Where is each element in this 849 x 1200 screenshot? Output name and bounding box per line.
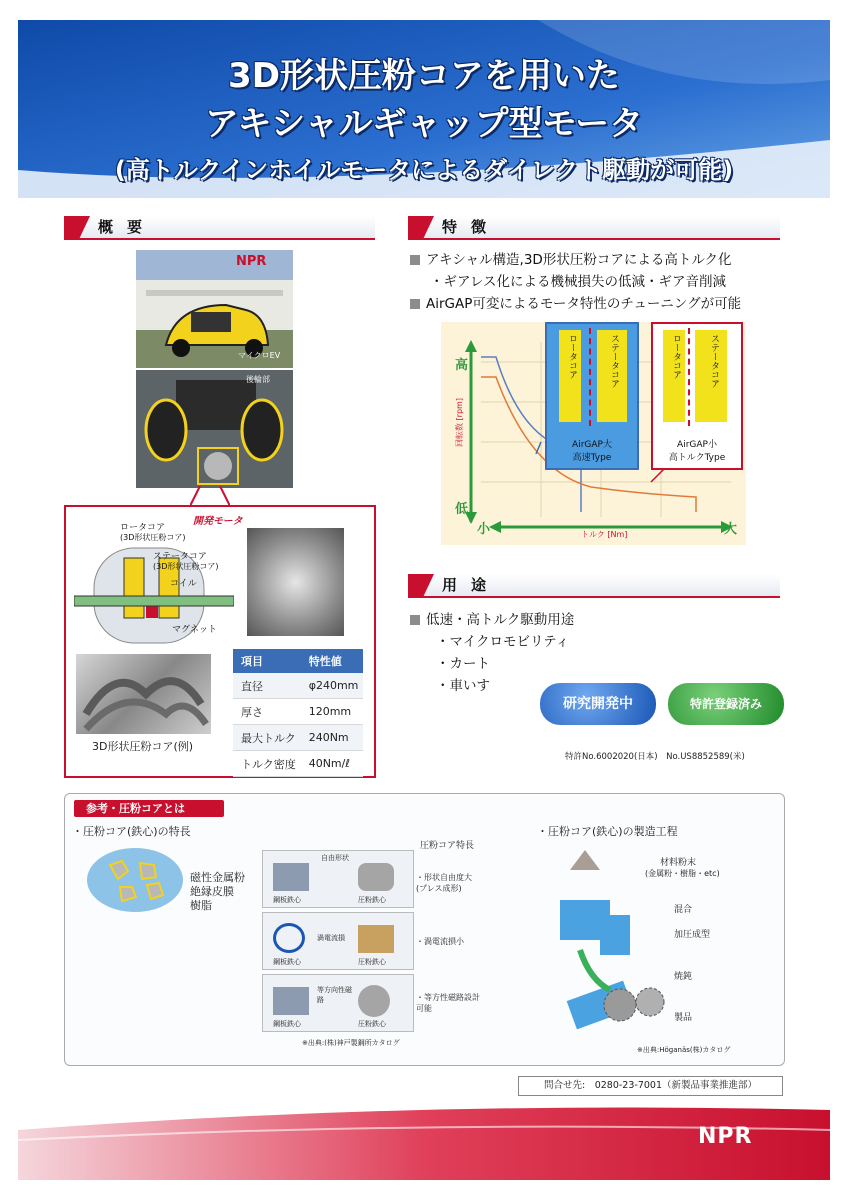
rear-wheel-label: 後輪部: [246, 375, 270, 384]
table-row: [233, 673, 363, 699]
rotor-core-label: ロータコア: [567, 334, 577, 379]
spec-cell: トルク密度: [233, 751, 301, 777]
dust-core-features-title: ・圧粉コア(鉄心)の特長: [72, 825, 191, 838]
dev-motor-label: 開発モータ: [193, 516, 243, 527]
spec-cell: 40Nm/ℓ: [301, 751, 363, 777]
page-title-line2: アキシャルギャップ型モータ: [204, 104, 644, 144]
spec-cell: φ240mm: [301, 673, 363, 699]
airgap-large-box: [545, 322, 639, 470]
feature-item: AirGAP可変によるモータ特性のチューニングが可能: [410, 293, 810, 315]
rear-wheel-illustration: [136, 370, 293, 488]
feature-note: ・渦電流損小: [416, 937, 464, 946]
airgap-small-box: [651, 322, 743, 470]
steel-core-icon: [273, 987, 309, 1015]
airgap-large-caption: AirGAP大: [572, 440, 612, 450]
feature-subitem: ・ギアレス化による機械損失の低減・ギア音削減: [430, 274, 727, 290]
callout-connector: [190, 486, 230, 508]
bullet-square-icon: [410, 615, 420, 625]
x-small-label: 小: [477, 522, 491, 537]
spec-header-item: 項目: [233, 649, 301, 673]
coil-label: コイル: [170, 579, 197, 589]
feature-column-title: 圧粉コア特長: [420, 841, 475, 851]
application-lead: 低速・高トルク駆動用途: [410, 609, 710, 631]
airgap-line: [589, 328, 593, 426]
y-axis-label: 回転数 [rpm]: [454, 398, 464, 447]
particle-labels: [190, 871, 245, 913]
patent-badge: 特許登録済み: [668, 683, 784, 725]
comparison-row-eddy: 渦電流損 鋼板鉄心 圧粉鉄心: [262, 912, 414, 970]
magnet-label: マグネット: [172, 625, 217, 635]
feature-item: アキシャル構造,3D形状圧粉コアによる高トルク化: [410, 249, 810, 271]
feature-comparison: [262, 850, 480, 1040]
overview-heading: 概要: [64, 216, 375, 240]
features-list: [410, 249, 810, 315]
spec-cell: 直径: [233, 673, 301, 699]
spec-header-value: 特性値: [301, 649, 363, 673]
comparison-row-isotropic: 等方向性磁路 鋼板鉄心 圧粉鉄心: [262, 974, 414, 1032]
stator-core-label: ステータコア: [153, 552, 207, 562]
insulation-label: 絶縁皮膜: [190, 885, 234, 898]
manufacturing-title: ・圧粉コア(鉄心)の製造工程: [537, 825, 678, 838]
heading-tab-mark: [408, 574, 434, 596]
table-row: [233, 751, 363, 777]
airgap-line: [688, 328, 692, 426]
spec-cell: 厚さ: [233, 699, 301, 725]
process-press-label: 加圧成型: [674, 930, 711, 940]
spec-cell: 120mm: [301, 699, 363, 725]
heading-tab-mark: [64, 216, 90, 238]
particle-diagram: [85, 845, 185, 915]
x-large-label: 大: [724, 522, 738, 537]
airgap-small-caption: AirGAP小: [677, 440, 717, 450]
spec-header-row: [233, 649, 363, 673]
feature-note: ・等方性磁路設計可能: [416, 993, 480, 1013]
page-title-line1: 3D形状圧粉コアを用いた: [228, 56, 620, 96]
npr-logo: NPR: [698, 1124, 753, 1149]
feature-note: ・形状自由度大(プレス成形): [416, 873, 472, 893]
spec-table: [233, 649, 363, 777]
applications-heading: 用途: [408, 574, 780, 598]
high-speed-type-caption: 高速Type: [572, 453, 612, 463]
dust-core-icon: [358, 925, 394, 953]
bullet-square-icon: [410, 299, 420, 309]
process-mix-label: 混合: [674, 905, 693, 915]
building-sign: NPR: [236, 254, 267, 269]
microev-label: マイクロEV: [238, 351, 281, 360]
heading-tab-mark: [408, 216, 434, 238]
stator-core-label: ステータコア: [609, 334, 619, 388]
process-powder-sublabel: (金属粉・樹脂・etc): [645, 869, 720, 878]
table-row: [233, 699, 363, 725]
process-sinter-label: 焼鈍: [674, 972, 693, 982]
rotor-core-label: ロータコア: [671, 334, 681, 379]
process-product-label: 製品: [674, 1013, 693, 1023]
left-source-note: ※出典:(株)神戸製鋼所カタログ: [302, 1039, 400, 1047]
resin-label: 樹脂: [190, 899, 212, 912]
motor-photo: [247, 528, 344, 636]
page-subtitle: (高トルクインホイルモータによるダイレクト駆動が可能): [114, 156, 734, 184]
right-source-note: ※出典:Höganäs(株)カタログ: [637, 1046, 731, 1054]
bullet-square-icon: [410, 255, 420, 265]
y-high-label: 高: [455, 358, 469, 373]
core-shapes: [76, 654, 211, 734]
steel-core-icon: [273, 863, 309, 891]
dust-core-icon: [358, 985, 390, 1017]
table-row: [233, 725, 363, 751]
eddy-current-icon: [273, 923, 305, 953]
research-badge: 研究開発中: [540, 683, 656, 725]
stator-core-sublabel: (3D形状圧粉コア): [153, 562, 219, 571]
patent-note: 特許No.6002020(日本) No.US8852589(米): [565, 752, 745, 762]
rotor-core-sublabel: (3D形状圧粉コア): [120, 533, 186, 542]
core-example-photo: [76, 654, 211, 734]
application-item: ・マイクロモビリティ: [436, 634, 570, 650]
microev-photo: [136, 250, 293, 368]
high-torque-type-caption: 高トルクType: [668, 453, 726, 463]
rotor-core-label: ロータコア: [120, 523, 166, 533]
process-powder-label: 材料粉末: [660, 858, 697, 868]
core-caption: 3D形状圧粉コア(例): [92, 740, 194, 753]
header-banner: [18, 20, 830, 198]
dust-core-icon: [358, 863, 394, 891]
spec-cell: 240Nm: [301, 725, 363, 751]
application-item: ・カート: [436, 656, 490, 672]
rear-wheel-photo: [136, 370, 293, 488]
reference-heading: 参考・圧粉コアとは: [74, 800, 224, 817]
y-low-label: 低: [455, 502, 469, 517]
x-axis-label: トルク [Nm]: [581, 530, 628, 539]
spec-cell: 最大トルク: [233, 725, 301, 751]
features-heading: 特徴: [408, 216, 780, 240]
contact-box: 問合せ先: 0280-23-7001（新製品事業推進部）: [518, 1076, 783, 1096]
speed-torque-chart: [441, 322, 746, 545]
gear-products-icon: [600, 980, 670, 1030]
stator-core-label: ステータコア: [709, 334, 719, 388]
application-item: ・車いす: [436, 678, 490, 694]
metal-powder-label: 磁性金属粉: [190, 871, 245, 884]
comparison-row-shape: 自由形状 鋼板鉄心 圧粉鉄心: [262, 850, 414, 908]
